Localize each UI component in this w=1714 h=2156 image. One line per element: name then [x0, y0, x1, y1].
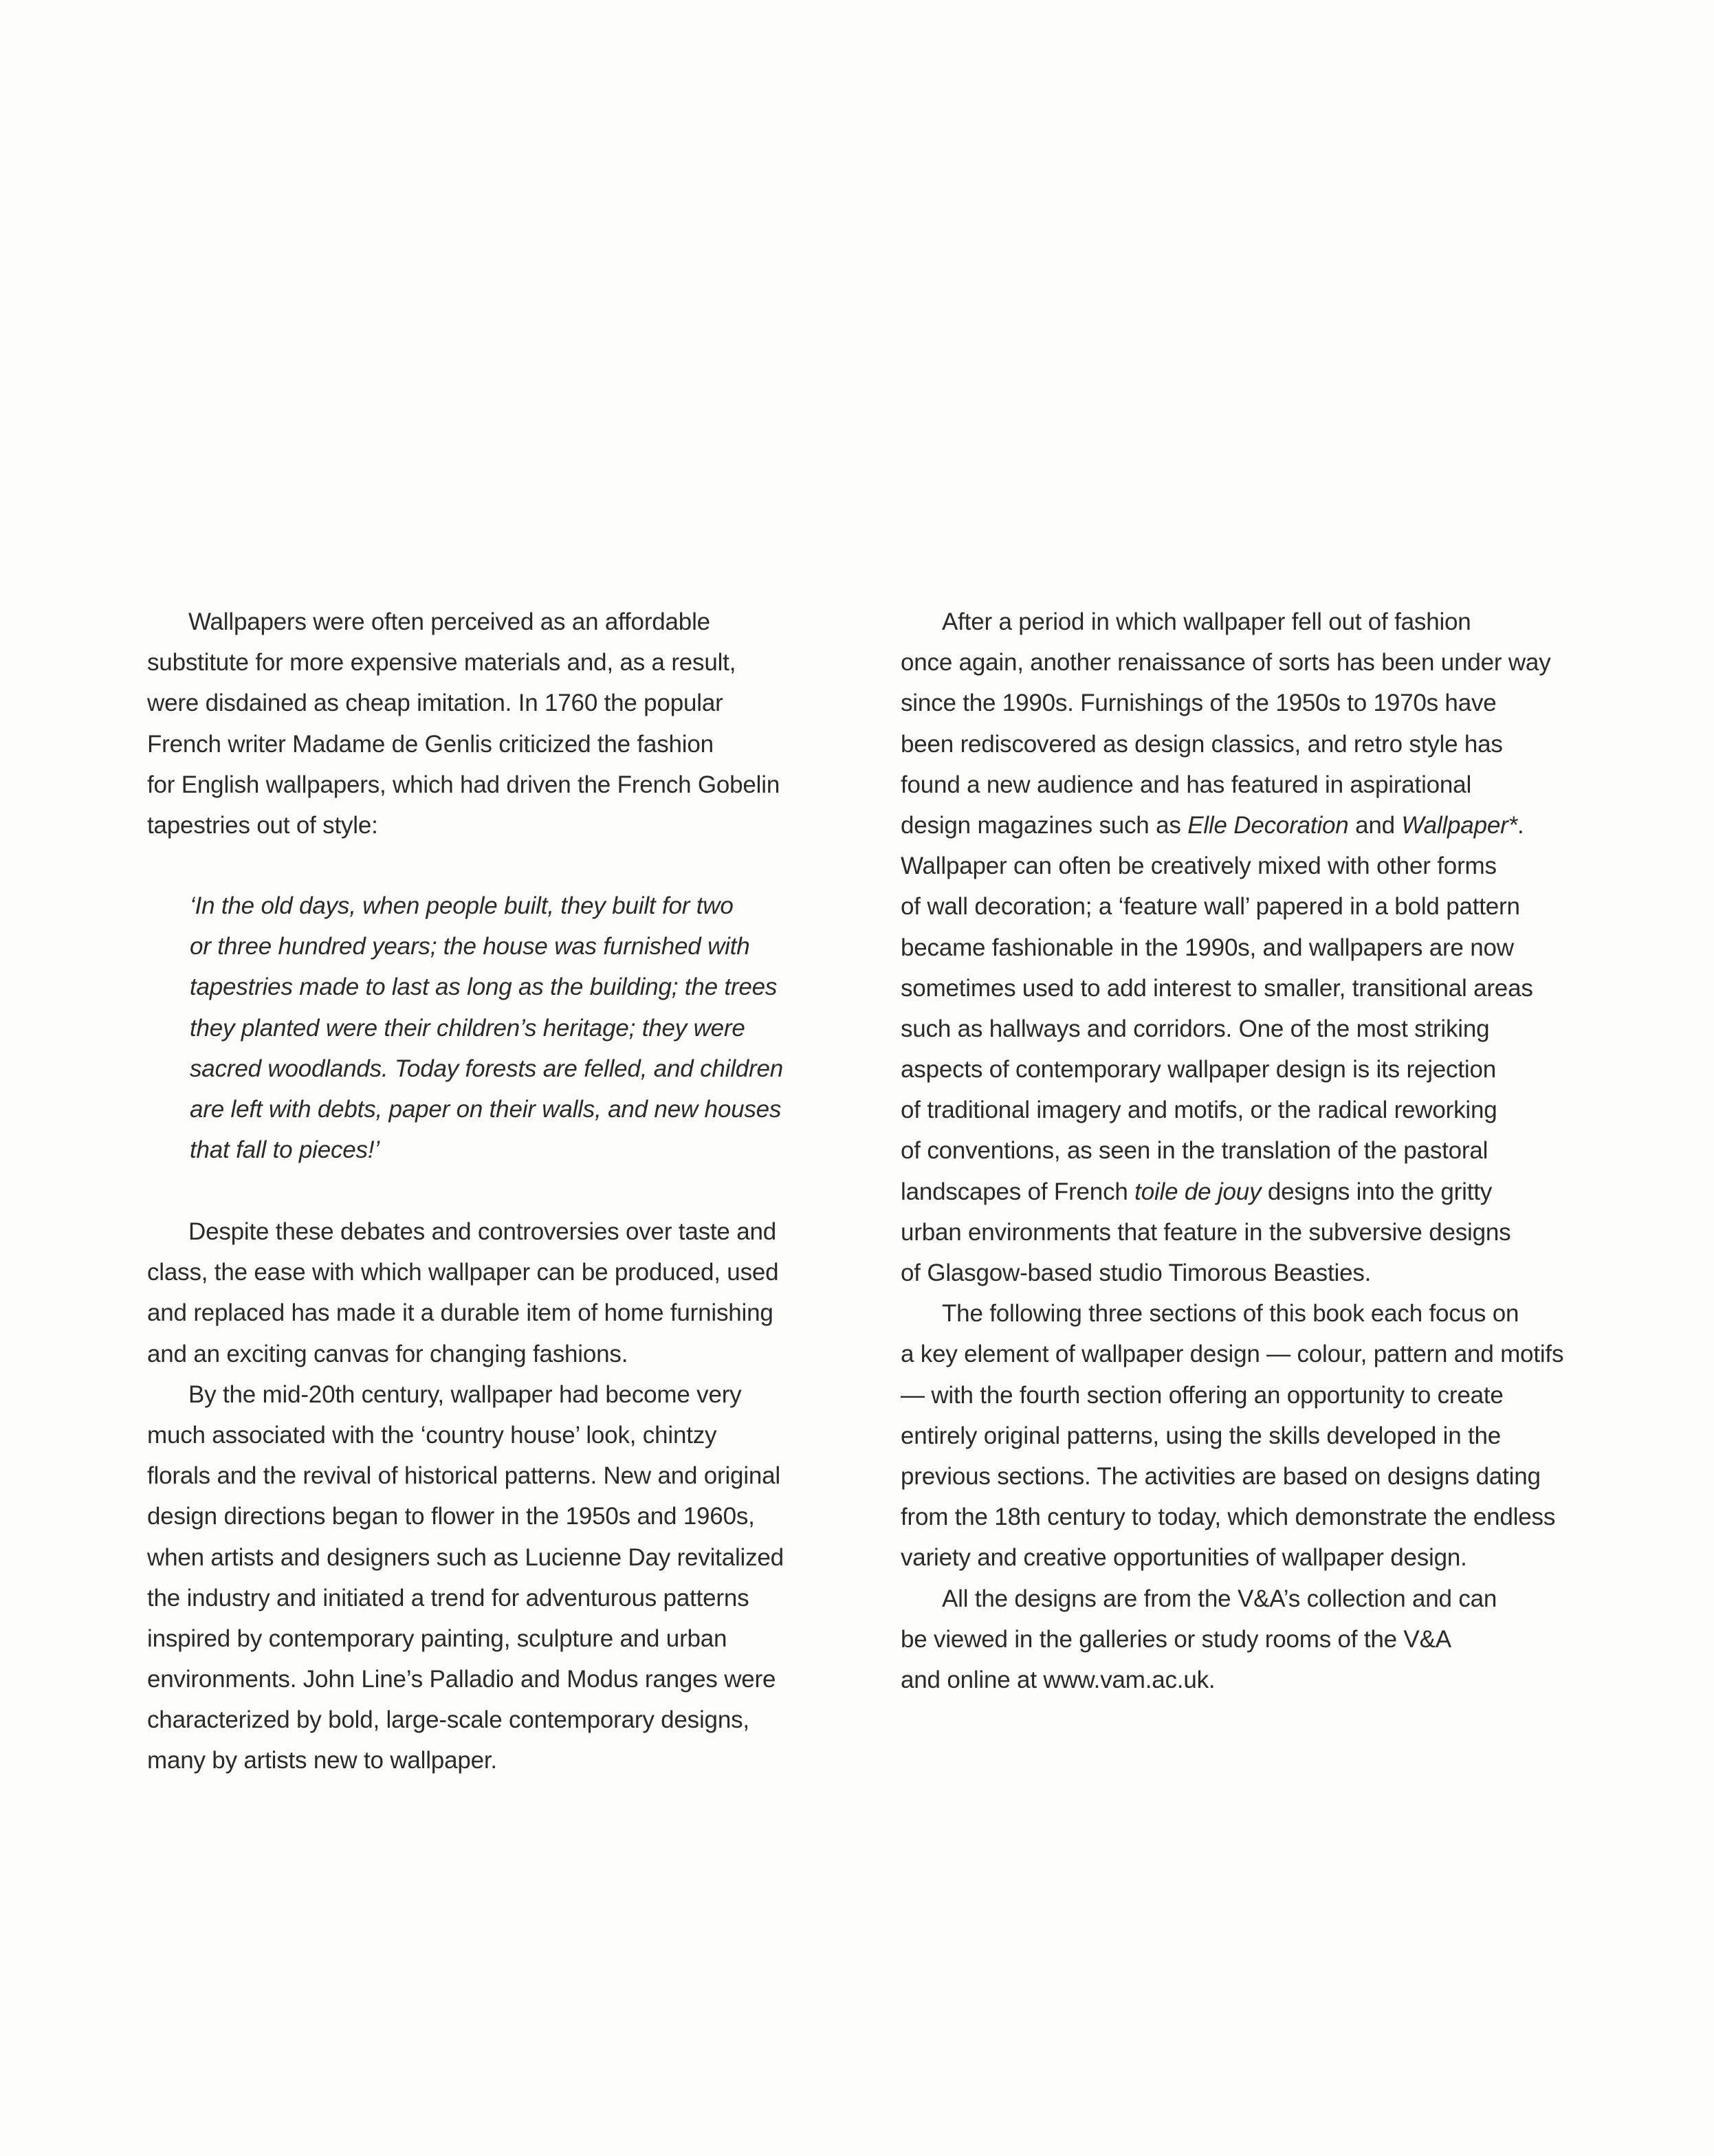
text-segment: florals and the revival of historical patterns. New and original: [147, 1462, 781, 1490]
text-segment: for English wallpapers, which had driven the French Gobelin: [147, 771, 780, 798]
text-line: [901, 1619, 1563, 1660]
text-line: [147, 1252, 784, 1292]
text-line: [901, 1578, 1563, 1619]
text-line: [901, 1009, 1563, 1049]
text-segment: — with the fourth section offering an opportunity to create: [901, 1381, 1504, 1409]
text-segment: of traditional imagery and motifs, or the radical reworking: [901, 1097, 1497, 1124]
text-line: [901, 683, 1563, 723]
text-line: [901, 724, 1563, 764]
text-segment: of Glasgow-based studio Timorous Beasties.: [901, 1260, 1372, 1286]
text-segment: Wallpaper can often be creatively mixed with other forms: [901, 852, 1497, 880]
text-line: [147, 764, 780, 805]
right-body-text: [901, 602, 1563, 1700]
italic-text: they planted were their children’s heritage; they were: [190, 1014, 745, 1042]
text-line: [901, 805, 1563, 846]
text-segment: Despite these debates and controversies over taste and: [188, 1218, 777, 1245]
text-line: [190, 1089, 783, 1130]
text-segment: tapestries out of style:: [147, 811, 378, 839]
text-line: [147, 1211, 784, 1252]
text-segment: much associated with the ‘country house’ look, chintzy: [147, 1421, 717, 1449]
text-segment: and online at www.vam.ac.uk.: [901, 1666, 1216, 1693]
text-line: [190, 926, 783, 967]
text-segment: and: [1348, 811, 1402, 839]
text-segment: sometimes used to add interest to smaller, transitional areas: [901, 974, 1533, 1002]
text-line: [147, 1334, 784, 1374]
text-segment: previous sections. The activities are based on designs dating: [901, 1462, 1541, 1490]
text-segment: Wallpapers were often perceived as an affordable: [188, 608, 710, 635]
text-segment: aspects of contemporary wallpaper design is its rejection: [901, 1056, 1496, 1084]
text-line: [147, 1700, 784, 1740]
text-line: [147, 1578, 784, 1618]
text-line: [147, 1740, 784, 1781]
text-line: [901, 846, 1563, 886]
text-segment: of wall decoration; a ‘feature wall’ papered in a bold pattern: [901, 893, 1520, 921]
text-line: [901, 1212, 1563, 1253]
text-segment: were disdained as cheap imitation. In 1760 the popular: [147, 690, 723, 717]
text-line: [901, 1130, 1563, 1171]
text-line: [901, 1293, 1563, 1334]
genlis-quote: [190, 886, 783, 1170]
text-line: [147, 1455, 784, 1496]
text-line: [147, 1292, 784, 1333]
text-segment: variety and creative opportunities of wallpaper design.: [901, 1544, 1467, 1572]
text-line: [901, 1334, 1563, 1374]
left-body-text: [147, 1211, 784, 1781]
text-line: [901, 1090, 1563, 1130]
text-line: [901, 886, 1563, 927]
italic-text: tapestries made to last as long as the building; the trees: [190, 974, 778, 1001]
text-line: [190, 967, 783, 1007]
italic-text: that fall to pieces!’: [190, 1136, 380, 1164]
text-segment: inspired by contemporary painting, sculpture and urban: [147, 1625, 727, 1652]
text-line: [901, 1537, 1563, 1578]
text-line: [147, 602, 780, 642]
text-line: [901, 1253, 1563, 1293]
italic-text: Elle Decoration: [1187, 811, 1349, 839]
text-line: [901, 1660, 1563, 1700]
text-segment: design magazines such as: [901, 811, 1188, 839]
text-line: [190, 886, 783, 926]
text-line: [901, 1375, 1563, 1416]
text-segment: entirely original patterns, using the skills developed in the: [901, 1422, 1502, 1449]
text-segment: been rediscovered as design classics, and retro style has: [901, 730, 1503, 758]
italic-text: toile de jouy: [1134, 1178, 1262, 1205]
text-line: [147, 1618, 784, 1659]
text-segment: the industry and initiated a trend for adventurous patterns: [147, 1584, 749, 1612]
text-segment: After a period in which wallpaper fell out of fashion: [942, 608, 1471, 635]
text-line: [147, 683, 780, 723]
text-segment: when artists and designers such as Lucienne Day revitalized: [147, 1543, 784, 1571]
text-segment: By the mid-20th century, wallpaper had become very: [188, 1380, 742, 1408]
text-line: [901, 1049, 1563, 1090]
text-segment: since the 1990s. Furnishings of the 1950s to 1970s have: [901, 690, 1497, 717]
text-segment: and replaced has made it a durable item of home furnishing: [147, 1299, 773, 1327]
text-line: [147, 1496, 784, 1537]
text-segment: became fashionable in the 1990s, and wallpapers are now: [901, 934, 1514, 961]
text-segment: substitute for more expensive materials and, as a result,: [147, 649, 736, 676]
text-segment: The following three sections of this book each focus on: [942, 1300, 1519, 1328]
text-line: [147, 1415, 784, 1455]
text-segment: class, the ease with which wallpaper can be produced, used: [147, 1259, 779, 1286]
text-line: [190, 1048, 783, 1089]
text-line: [147, 1659, 784, 1700]
text-segment: designs into the gritty: [1261, 1178, 1493, 1205]
text-segment: French writer Madame de Genlis criticized the fashion: [147, 730, 714, 758]
italic-text: Wallpaper*: [1401, 811, 1517, 839]
intro-paragraph: [147, 602, 780, 846]
text-line: [901, 1456, 1563, 1497]
text-segment: characterized by bold, large-scale contemporary designs,: [147, 1706, 749, 1734]
text-segment: a key element of wallpaper design — colour, pattern and motifs: [901, 1341, 1564, 1368]
text-segment: such as hallways and corridors. One of the most striking: [901, 1015, 1490, 1042]
text-line: [901, 1172, 1563, 1212]
text-segment: many by artists new to wallpaper.: [147, 1747, 497, 1774]
text-segment: found a new audience and has featured in aspirational: [901, 771, 1472, 798]
italic-text: or three hundred years; the house was furnished with: [190, 933, 750, 960]
text-segment: design directions began to flower in the 1950s and 1960s,: [147, 1503, 755, 1530]
text-line: [901, 968, 1563, 1009]
text-line: [901, 1416, 1563, 1456]
text-segment: landscapes of French: [901, 1178, 1135, 1205]
text-line: [901, 1497, 1563, 1537]
text-line: [147, 805, 780, 846]
text-segment: .: [1517, 811, 1524, 839]
text-segment: once again, another renaissance of sorts has been under way: [901, 649, 1551, 676]
text-line: [190, 1008, 783, 1048]
text-line: [147, 1537, 784, 1578]
text-line: [901, 642, 1563, 683]
italic-text: ‘In the old days, when people built, they built for two: [190, 892, 734, 919]
text-line: [147, 724, 780, 764]
text-segment: and an exciting canvas for changing fashions.: [147, 1340, 628, 1367]
text-segment: of conventions, as seen in the translation of the pastoral: [901, 1137, 1488, 1165]
text-line: [190, 1130, 783, 1170]
text-line: [901, 602, 1563, 642]
text-line: [147, 642, 780, 683]
text-line: [901, 764, 1563, 805]
italic-text: are left with debts, paper on their walls, and new houses: [190, 1095, 782, 1123]
text-line: [147, 1374, 784, 1415]
italic-text: sacred woodlands. Today forests are felled, and children: [190, 1055, 784, 1082]
text-line: [901, 927, 1563, 968]
text-segment: be viewed in the galleries or study rooms of the V&A: [901, 1625, 1451, 1653]
text-segment: environments. John Line’s Palladio and Modus ranges were: [147, 1666, 776, 1693]
text-segment: from the 18th century to today, which demonstrate the endless: [901, 1504, 1556, 1531]
text-segment: urban environments that feature in the subversive designs: [901, 1218, 1511, 1246]
text-segment: All the designs are from the V&A’s collection and can: [942, 1585, 1497, 1612]
